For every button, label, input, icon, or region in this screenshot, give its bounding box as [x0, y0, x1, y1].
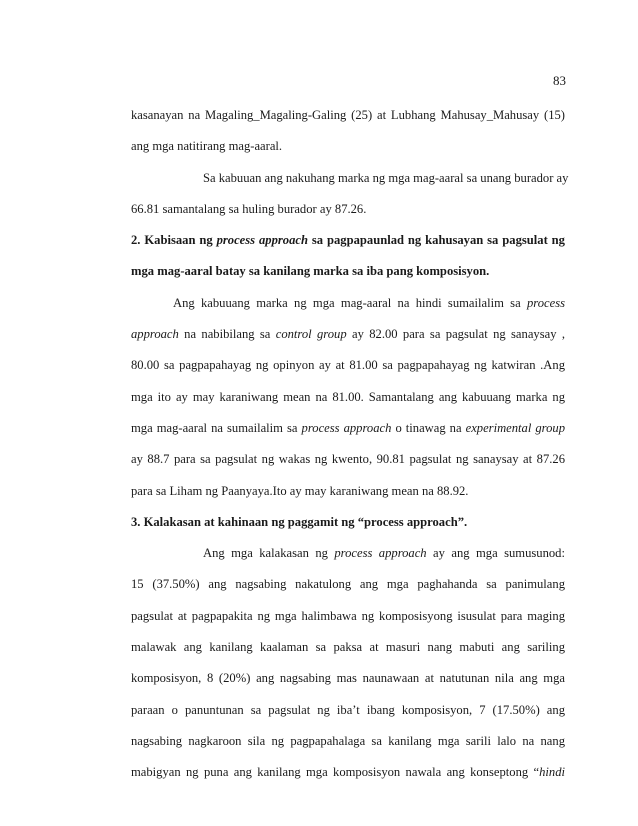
- text-line: ang mga natitirang mag-aaral.: [131, 139, 283, 154]
- text-run: mga mag-aaral na sumailalim sa: [131, 420, 302, 435]
- emphasis: control group: [275, 327, 347, 342]
- text-line: Sa kabuuan ang nakuhang marka ng mga mag-aaral sa unang burador ay: [203, 170, 569, 185]
- emphasis: hindi: [539, 765, 565, 780]
- heading-text: sa pagpapaunlad ng kahusayan sa pagsulat ng: [307, 233, 565, 248]
- section-2-heading: [131, 225, 565, 256]
- text-run: ay 82.00 para sa pagsulat ng sanaysay ,: [346, 327, 565, 342]
- text-run: Ang mga kalakasan ng: [203, 546, 335, 561]
- text-line: malawak ang kanilang kaalaman sa paksa at masuri nang mabuti ang sariling: [131, 640, 565, 655]
- section-3-heading: 3. Kalakasan at kahinaan ng paggamit ng “process approach”.: [131, 514, 468, 529]
- emphasis: experimental group: [465, 420, 566, 435]
- heading-emphasis: process approach: [216, 233, 308, 248]
- page-number: 83: [553, 73, 566, 88]
- text-run: Ang kabuuang marka ng mga mag-aaral na hindi sumailalim sa: [173, 295, 527, 310]
- text-run: mabigyan ng puna ang kanilang mga komposisyon nawala ang konseptong “: [131, 765, 540, 780]
- emphasis: process approach: [334, 546, 427, 561]
- text-line: [131, 413, 565, 444]
- text-line: ay 88.7 para sa pagsulat ng wakas ng kwento, 90.81 pagsulat ng sanaysay at 87.26: [131, 452, 565, 467]
- text-line: kasanayan na Magaling_Magaling-Galing (25) at Lubhang Mahusay_Mahusay (15): [131, 108, 565, 122]
- section-2-heading-line2: mga mag-aaral batay sa kanilang marka sa iba pang komposisyon.: [131, 264, 490, 279]
- text-line: 80.00 sa pagpapahayag ng opinyon ay at 81.00 sa pagpapahayag ng katwiran .Ang: [131, 358, 565, 373]
- emphasis: approach: [131, 327, 179, 342]
- text-line: paraan o panuntunan sa pagsulat ng iba’t ibang komposisyon, 7 (17.50%) ang: [131, 702, 565, 717]
- text-line: 66.81 samantalang sa huling burador ay 87.26.: [131, 201, 367, 216]
- text-run: ay ang mga sumusunod:: [426, 546, 565, 561]
- text-line: [131, 319, 565, 350]
- text-run: o tinawag na: [391, 420, 466, 435]
- text-line: mga ito ay may karaniwang mean na 81.00. Samantalang ang kabuuang marka ng: [131, 389, 565, 404]
- emphasis: process approach: [301, 420, 392, 435]
- text-line: komposisyon, 8 (20%) ang nagsabing mas naunawaan at natutunan nila ang mga: [131, 671, 565, 686]
- text-line: [131, 757, 565, 788]
- heading-text: 2. Kabisaan ng: [131, 233, 217, 248]
- text-line: pagsulat at pagpapakita ng mga halimbawa ng komposisyong isusulat para maging: [131, 608, 565, 623]
- text-line: [131, 538, 565, 569]
- text-line: nagsabing nagkaroon sila ng pagpapahalaga sa kanilang mga sarili lalo na nang: [131, 733, 565, 748]
- text-line: [131, 288, 565, 319]
- text-run: na nabibilang sa: [178, 327, 276, 342]
- document-body: [131, 100, 569, 789]
- text-line: para sa Liham ng Paanyaya.Ito ay may karaniwang mean na 88.92.: [131, 483, 469, 498]
- emphasis: process: [526, 295, 565, 310]
- text-line: 15 (37.50%) ang nagsabing nakatulong ang mga paghahanda sa panimulang: [131, 577, 565, 592]
